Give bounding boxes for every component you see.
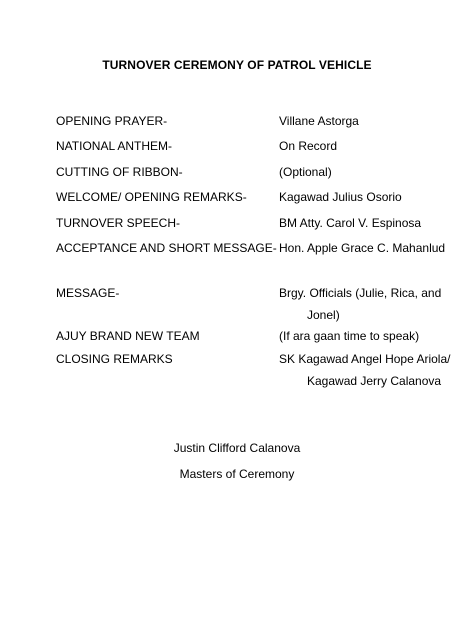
program-part: WELCOME/ OPENING REMARKS-: [56, 190, 247, 204]
program-speaker: Kagawad Julius Osorio: [279, 190, 402, 204]
program-part: ACCEPTANCE AND SHORT MESSAGE-: [56, 241, 277, 255]
program-row-turnover-speech: [56, 212, 436, 237]
program-speaker: SK Kagawad Angel Hope Ariola/ Kagawad Jerry Calanova: [279, 352, 451, 388]
program-part: CUTTING OF RIBBON-: [56, 165, 183, 179]
program-speaker: Villane Astorga: [279, 114, 359, 128]
program-part: MESSAGE-: [56, 286, 120, 300]
emcee-role: Masters of Ceremony: [179, 467, 295, 481]
program-part: AJUY BRAND NEW TEAM: [56, 329, 200, 343]
program-row-welcome-remarks: [56, 186, 436, 212]
program-row-closing-remarks: [56, 348, 451, 414]
program-row-message: [56, 282, 442, 325]
program-list: [56, 110, 451, 414]
program-row-opening-prayer: [56, 110, 436, 135]
program-speaker: (If ara gaan time to speak): [279, 329, 420, 343]
program-speaker: Brgy. Officials (Julie, Rica, and Jonel): [279, 286, 442, 322]
program-row-national-anthem: [56, 135, 436, 161]
document-title: TURNOVER CEREMONY OF PATROL VEHICLE: [102, 58, 372, 72]
program-part: CLOSING REMARKS: [56, 352, 173, 366]
emcee-name: Justin Clifford Calanova: [173, 441, 301, 455]
program-part: TURNOVER SPEECH-: [56, 216, 181, 230]
program-speaker: BM Atty. Carol V. Espinosa: [279, 216, 422, 230]
program-part: OPENING PRAYER-: [56, 114, 168, 128]
program-speaker: Hon. Apple Grace C. Mahanlud: [279, 241, 446, 255]
program-row-acceptance-message: [56, 237, 446, 282]
program-row-cutting-of-ribbon: [56, 161, 436, 186]
program-part: NATIONAL ANTHEM-: [56, 139, 173, 153]
program-speaker: (Optional): [279, 165, 332, 179]
program-speaker: On Record: [279, 139, 338, 153]
program-row-ajuy-team: [56, 325, 436, 348]
